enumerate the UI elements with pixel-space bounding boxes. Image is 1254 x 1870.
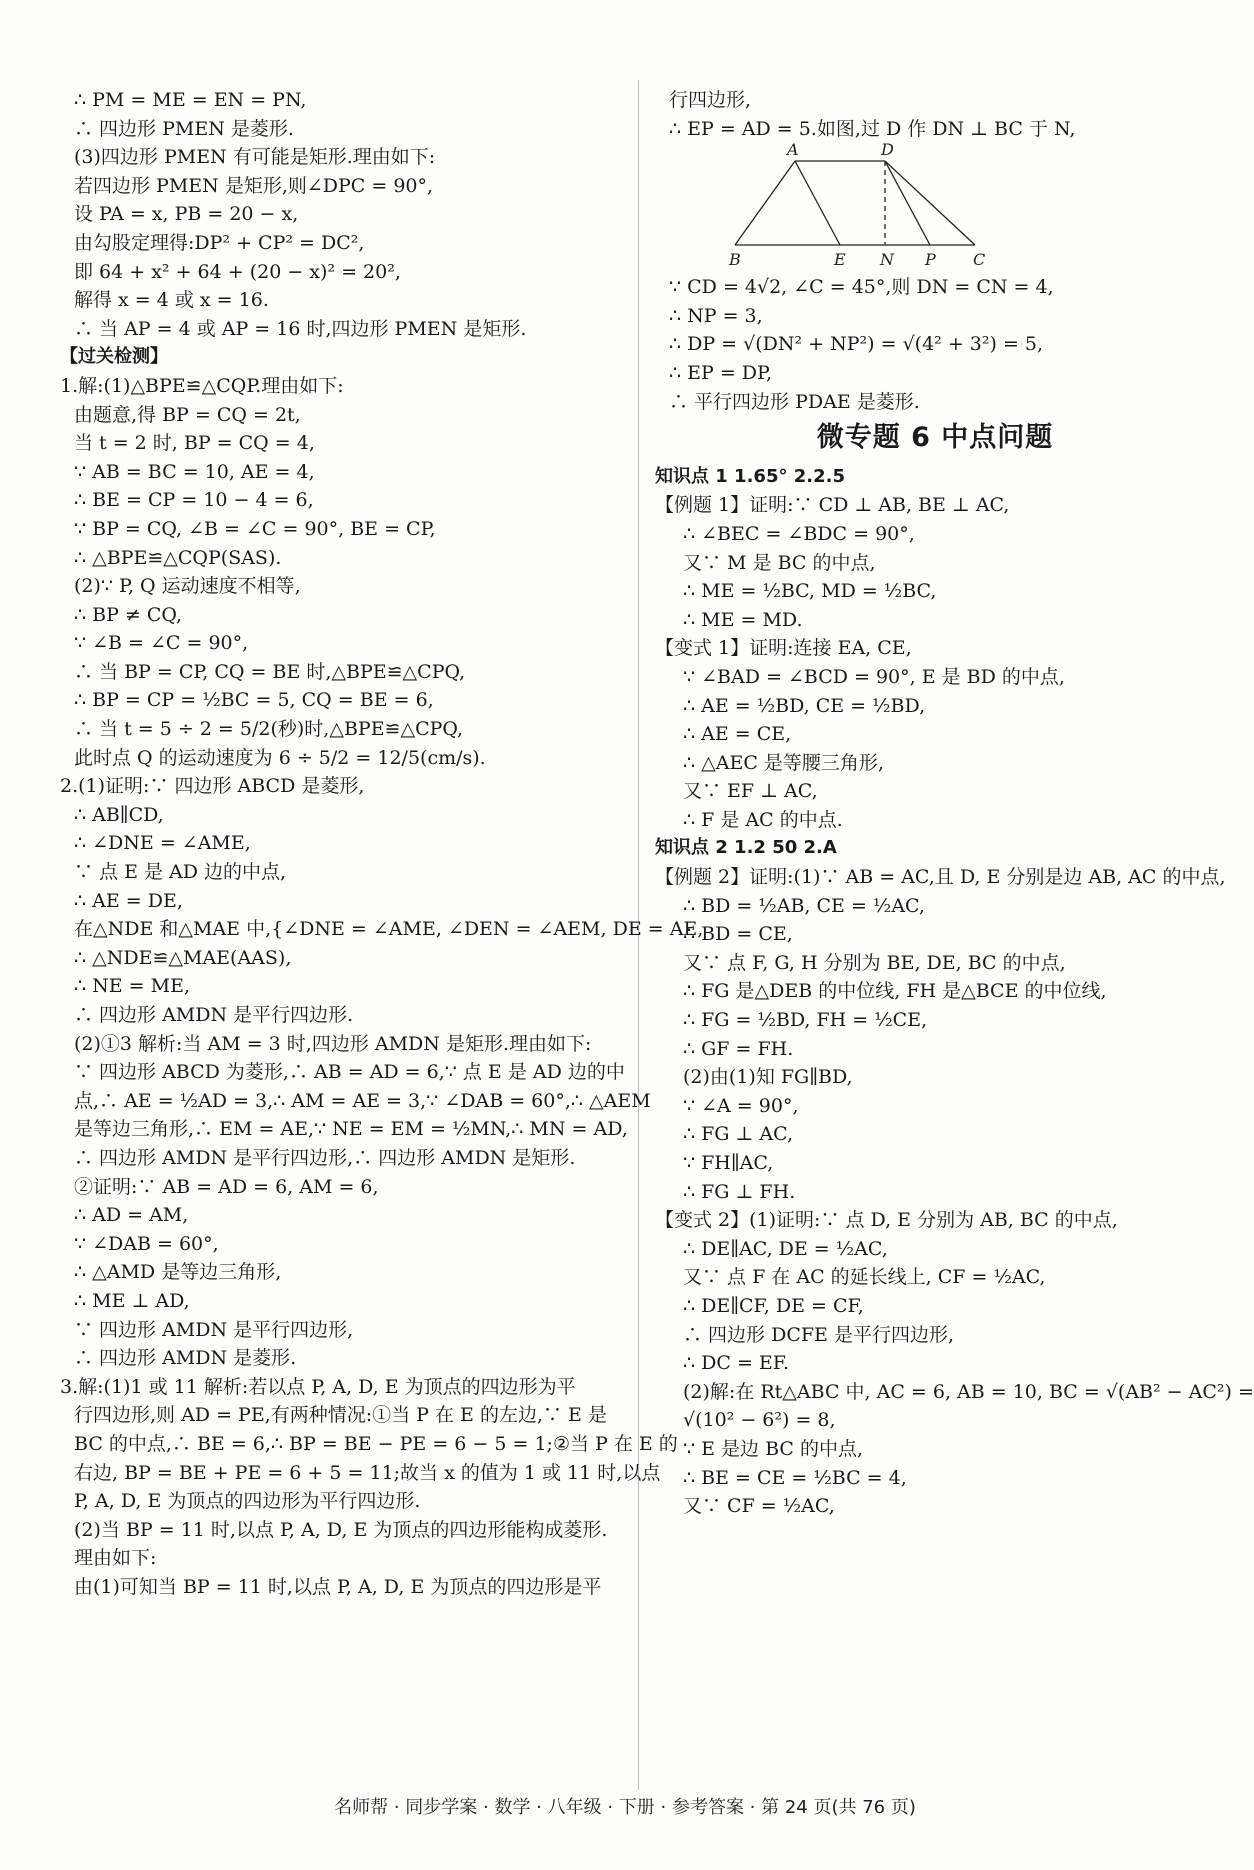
left-text-line: ∴ △AMD 是等边三角形, — [74, 1261, 282, 1284]
right-text-line: ∴ ME = MD. — [683, 608, 803, 631]
section-title: 微专题 6 中点问题 — [816, 422, 1054, 454]
left-text-line: 是等边三角形,∴ EM = AE,∵ NE = EM = ½MN,∴ MN = AD, — [74, 1118, 628, 1141]
left-text-line: 由题意,得 BP = CQ = 2t, — [74, 403, 301, 426]
left-text-line: ∵ 点 E 是 AD 边的中点, — [74, 861, 287, 884]
left-text-line: 点,∴ AE = ½AD = 3,∴ AM = AE = 3,∵ ∠DAB = 60°,∴ △AEM — [74, 1089, 651, 1112]
left-text-line: ∴ ME ⊥ AD, — [74, 1289, 190, 1312]
right-text-line: ∴ DP = √(DN² + NP²) = √(4² + 3²) = 5, — [669, 333, 1044, 356]
left-text-line: ∵ 四边形 AMDN 是平行四边形, — [74, 1318, 354, 1341]
right-text-line: ∴ AE = ½BD, CE = ½BD, — [683, 694, 926, 717]
right-text-line: ∴ GF = FH. — [683, 1037, 794, 1060]
left-text-line: ∴ 四边形 AMDN 是菱形. — [74, 1347, 297, 1370]
right-text-line: ∴ 四边形 DCFE 是平行四边形, — [683, 1323, 954, 1346]
right-text-line: ∴ FG ⊥ AC, — [683, 1123, 794, 1146]
left-text-line: ∴ BP = CP = ½BC = 5, CQ = BE = 6, — [74, 689, 434, 712]
right-column — [655, 86, 1254, 1521]
right-text-line: ∴ FG 是△DEB 的中位线, FH 是△BCE 的中位线, — [683, 980, 1107, 1003]
right-text-line: 又∵ 点 F, G, H 分别为 BE, DE, BC 的中点, — [683, 951, 1066, 974]
trapezoid-diagram — [729, 140, 1035, 270]
left-text-line: ∵ 四边形 ABCD 为菱形,∴ AB = AD = 6,∵ 点 E 是 AD 边的中 — [74, 1061, 625, 1084]
right-text-line: 又∵ M 是 BC 的中点, — [683, 551, 876, 574]
right-text-line: √(10² − 6²) = 8, — [683, 1409, 836, 1432]
right-text-line: ∵ FH∥AC, — [683, 1152, 774, 1174]
left-text-line: 由(1)可知当 BP = 11 时,以点 P, A, D, E 为顶点的四边形是平 — [74, 1575, 602, 1598]
page-footer: 名师帮 · 同步学案 · 数学 · 八年级 · 下册 · 参考答案 · 第 24 页(共 76 页) — [334, 1797, 916, 1818]
left-text-line: ∵ ∠DAB = 60°, — [74, 1232, 219, 1255]
label-e: E — [834, 250, 846, 270]
right-text-line: ∵ E 是边 BC 的中点, — [683, 1437, 864, 1460]
right-text-line: 【变式 2】(1)证明:∵ 点 D, E 分别为 AB, BC 的中点, — [655, 1209, 1118, 1232]
left-text-line: 理由如下: — [74, 1547, 157, 1570]
left-text-line: ∴ PM = ME = EN = PN, — [74, 89, 307, 111]
left-text-line: 行四边形,则 AD = PE,有两种情况:①当 P 在 E 的左边,∵ E 是 — [74, 1404, 607, 1427]
left-text-line: 3.解:(1)1 或 11 解析:若以点 P, A, D, E 为顶点的四边形为平 — [60, 1375, 576, 1398]
left-text-line: ∵ ∠B = ∠C = 90°, — [74, 632, 249, 655]
label-p: P — [925, 250, 936, 270]
right-text-line: ∵ ∠A = 90°, — [683, 1094, 799, 1117]
right-text-line: ∴ FG = ½BD, FH = ½CE, — [683, 1009, 928, 1032]
right-text-line: ∴ EP = AD = 5.如图,过 D 作 DN ⊥ BC 于 N, — [669, 117, 1076, 140]
left-text-line: 2.(1)证明:∵ 四边形 ABCD 是菱形, — [60, 775, 365, 798]
right-text-line: 又∵ EF ⊥ AC, — [683, 780, 818, 803]
right-text-line: ∴ DE∥CF, DE = CF, — [683, 1294, 864, 1317]
left-text-line: ∴ AB∥CD, — [74, 803, 164, 826]
left-text-line: ∴ 当 BP = CP, CQ = BE 时,△BPE≌△CPQ, — [74, 660, 466, 683]
left-text-line: 此时点 Q 的运动速度为 6 ÷ 5/2 = 12/5(cm/s). — [74, 746, 486, 769]
right-text-line: ∴ BD = ½AB, CE = ½AC, — [683, 894, 925, 917]
left-text-line: 在△NDE 和△MAE 中,{∠DNE = ∠AME, ∠DEN = ∠AEM, DE = AE, — [74, 918, 704, 941]
left-text-line: ∴ ∠DNE = ∠AME, — [74, 832, 251, 855]
left-text-line: 右边, BP = BE + PE = 6 + 5 = 11;故当 x 的值为 1 或 11 时,以点 — [74, 1461, 661, 1484]
left-text-line: 1.解:(1)△BPE≌△CQP.理由如下: — [60, 374, 344, 397]
left-text-line: 【过关检测】 — [60, 346, 168, 368]
line-ba — [735, 161, 795, 245]
right-text-line: ∴ ∠BEC = ∠BDC = 90°, — [683, 522, 915, 545]
right-text-line: 又∵ CF = ½AC, — [683, 1495, 835, 1518]
left-text-line: ∴ 当 t = 5 ÷ 2 = 5/2(秒)时,△BPE≌△CPQ, — [74, 718, 464, 741]
left-text-line: 当 t = 2 时, BP = CQ = 4, — [74, 432, 315, 455]
right-text-line: 知识点 1 1.65° 2.2.5 — [655, 465, 845, 487]
line-dp — [885, 161, 930, 245]
left-text-line: ∴ 四边形 PMEN 是菱形. — [74, 117, 294, 140]
left-text-line: (2)①3 解析:当 AM = 3 时,四边形 AMDN 是矩形.理由如下: — [74, 1032, 592, 1055]
left-text-line: ∴ BP ≠ CQ, — [74, 603, 183, 626]
left-text-line: ∴ AD = AM, — [74, 1204, 189, 1227]
left-text-line: ∴ 当 AP = 4 或 AP = 16 时,四边形 PMEN 是矩形. — [74, 317, 527, 340]
right-text-line: 【变式 1】证明:连接 EA, CE, — [655, 637, 912, 660]
right-text-line: ∴ DC = EF. — [683, 1352, 790, 1375]
right-text-line: ∴ FG ⊥ FH. — [683, 1180, 796, 1203]
right-text-line: ∴ EP = DP, — [669, 361, 772, 384]
left-text-line: ∴ 四边形 AMDN 是平行四边形,∴ 四边形 AMDN 是矩形. — [74, 1146, 576, 1169]
right-text-line: ∴ F 是 AC 的中点. — [683, 808, 843, 831]
label-c: C — [973, 250, 986, 270]
left-text-line: ∴ NE = ME, — [74, 975, 190, 998]
right-text-line: ∴ 平行四边形 PDAE 是菱形. — [669, 390, 920, 413]
label-d: D — [881, 140, 894, 160]
left-text-line: 由勾股定理得:DP² + CP² = DC², — [74, 231, 365, 254]
label-a: A — [787, 140, 799, 160]
left-text-line: (2)∵ P, Q 运动速度不相等, — [74, 575, 301, 598]
right-text-line: (2)解:在 Rt△ABC 中, AC = 6, AB = 10, BC = √(AB² − AC²) = — [683, 1380, 1254, 1403]
right-text-line: ∴ NP = 3, — [669, 304, 763, 327]
geometry-figure — [655, 140, 1215, 273]
left-text-line: ②证明:∵ AB = AD = 6, AM = 6, — [74, 1175, 379, 1198]
left-text-line: ∵ BP = CQ, ∠B = ∠C = 90°, BE = CP, — [74, 517, 436, 540]
right-text-line: ∴ AE = CE, — [683, 723, 792, 746]
left-text-line: ∴ △BPE≌△CQP(SAS). — [74, 546, 282, 569]
left-text-line: 即 64 + x² + 64 + (20 − x)² = 20², — [74, 260, 401, 283]
left-text-line: P, A, D, E 为顶点的四边形为平行四边形. — [74, 1490, 421, 1513]
right-text-line: ∵ CD = 4√2, ∠C = 45°,则 DN = CN = 4, — [669, 276, 1054, 299]
right-text-line: ∴ BE = CE = ½BC = 4, — [683, 1466, 907, 1489]
label-n: N — [880, 250, 894, 270]
right-text-line: ∴ ME = ½BC, MD = ½BC, — [683, 580, 937, 603]
right-text-line: ∵ ∠BAD = ∠BCD = 90°, E 是 BD 的中点, — [683, 665, 1065, 688]
right-text-line: 行四边形, — [669, 89, 752, 111]
right-text-line: 【例题 2】证明:(1)∵ AB = AC,且 D, E 分别是边 AB, AC 的中点, — [655, 866, 1226, 889]
left-text-line: 若四边形 PMEN 是矩形,则∠DPC = 90°, — [74, 174, 434, 197]
left-text-line: ∴ AE = DE, — [74, 889, 183, 912]
left-text-line: (3)四边形 PMEN 有可能是矩形.理由如下: — [74, 146, 436, 169]
line-dc — [885, 161, 975, 245]
left-text-line: ∴ BE = CP = 10 − 4 = 6, — [74, 489, 314, 512]
left-text-line: 解得 x = 4 或 x = 16. — [74, 289, 269, 312]
right-text-line: 【例题 1】证明:∵ CD ⊥ AB, BE ⊥ AC, — [655, 494, 1010, 517]
label-b: B — [729, 250, 741, 270]
right-text-line: 知识点 2 1.2 50 2.A — [655, 837, 837, 859]
left-text-line: 设 PA = x, PB = 20 − x, — [74, 203, 299, 226]
left-text-line: ∵ AB = BC = 10, AE = 4, — [74, 460, 315, 483]
right-text-line: (2)由(1)知 FG∥BD, — [683, 1066, 853, 1089]
right-text-line: ∴ DE∥AC, DE = ½AC, — [683, 1237, 888, 1260]
right-text-line: 又∵ 点 F 在 AC 的延长线上, CF = ½AC, — [683, 1266, 1046, 1289]
left-column — [60, 86, 704, 1601]
right-text-line: ∴ △AEC 是等腰三角形, — [683, 751, 884, 774]
left-text-line: (2)当 BP = 11 时,以点 P, A, D, E 为顶点的四边形能构成菱形. — [74, 1518, 608, 1541]
left-text-line: BC 的中点,∴ BE = 6,∴ BP = BE − PE = 6 − 5 = 1;②当 P 在 E 的 — [74, 1432, 678, 1455]
right-text-line: ∴ BD = CE, — [683, 923, 793, 946]
line-ae — [795, 161, 840, 245]
left-text-line: ∴ 四边形 AMDN 是平行四边形. — [74, 1004, 354, 1026]
left-text-line: ∴ △NDE≌△MAE(AAS), — [74, 946, 292, 969]
